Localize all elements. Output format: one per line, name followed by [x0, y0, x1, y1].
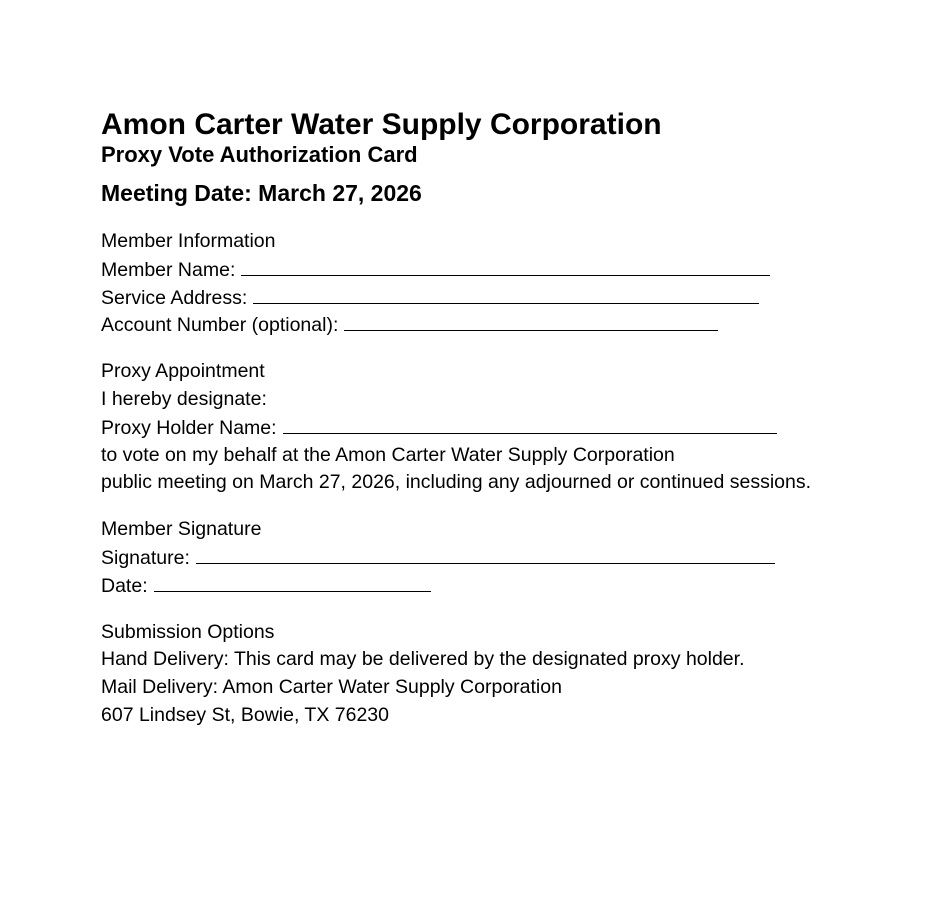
member-name-label: Member Name: — [101, 258, 236, 281]
section-heading-member-signature: Member Signature — [101, 518, 262, 541]
date-field[interactable] — [154, 572, 431, 592]
service-address-field[interactable] — [253, 284, 759, 304]
account-number-label: Account Number (optional): — [101, 314, 339, 337]
member-signature-section — [101, 516, 921, 599]
proxy-holder-row — [101, 414, 921, 442]
mail-delivery-text: Mail Delivery: Amon Carter Water Supply Corporation — [101, 676, 562, 699]
signature-field[interactable] — [196, 544, 775, 564]
member-name-row — [101, 256, 921, 284]
section-heading-member-information: Member Information — [101, 230, 276, 252]
signature-row — [101, 544, 921, 572]
designate-text: I hereby designate: — [101, 387, 267, 410]
organization-title: Amon Carter Water Supply Corporation — [101, 108, 662, 141]
proxy-holder-field[interactable] — [283, 414, 777, 434]
card-title: Proxy Vote Authorization Card — [101, 142, 418, 167]
proxy-card-document — [101, 108, 921, 730]
section-heading-submission-options: Submission Options — [101, 620, 275, 643]
mailing-address: 607 Lindsey St, Bowie, TX 76230 — [101, 703, 389, 726]
hand-delivery-text: Hand Delivery: This card may be delivered by the designated proxy holder. — [101, 648, 745, 671]
meeting-date: Meeting Date: March 27, 2026 — [101, 180, 422, 206]
service-address-label: Service Address: — [101, 286, 248, 309]
submission-options-section — [101, 619, 921, 730]
date-label: Date: — [101, 574, 148, 597]
account-number-field[interactable] — [344, 311, 718, 331]
proxy-statement-line-2: public meeting on March 27, 2026, including any adjourned or continued sessions. — [101, 471, 812, 494]
account-number-row — [101, 311, 921, 339]
date-row — [101, 572, 921, 600]
proxy-appointment-section — [101, 358, 921, 497]
proxy-holder-label: Proxy Holder Name: — [101, 416, 277, 439]
member-name-field[interactable] — [241, 256, 770, 276]
section-heading-proxy-appointment: Proxy Appointment — [101, 360, 265, 383]
proxy-statement-line-1: to vote on my behalf at the Amon Carter Water Supply Corporation — [101, 443, 675, 466]
service-address-row — [101, 284, 921, 312]
member-information-section — [101, 228, 921, 339]
signature-label: Signature: — [101, 546, 190, 569]
